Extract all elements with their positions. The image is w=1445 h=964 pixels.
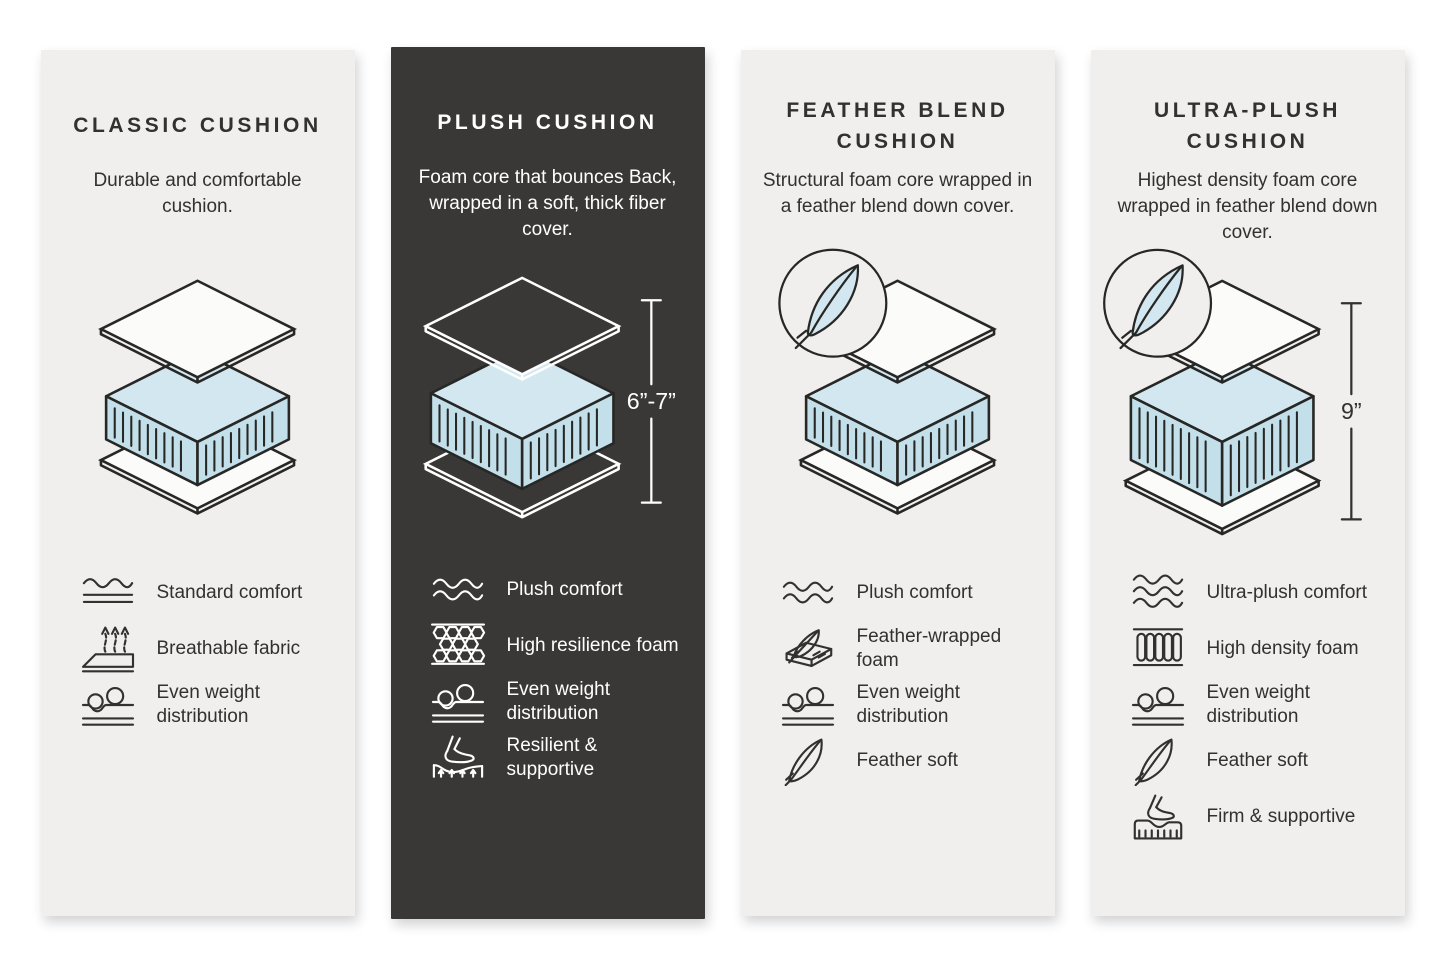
feature-row xyxy=(1129,624,1405,674)
waves-1-icon xyxy=(79,568,137,618)
feature-label: Even weight distribution xyxy=(156,681,261,727)
even-weight-icon xyxy=(1130,680,1186,730)
even-weight-icon xyxy=(1129,680,1187,730)
feather-foam-icon xyxy=(779,624,837,674)
feature-row xyxy=(79,568,355,618)
even-weight-icon xyxy=(429,677,487,727)
card-title: PLUSH CUSHION xyxy=(437,111,658,135)
card-title: ULTRA-PLUSH CUSHION xyxy=(1153,98,1342,153)
card-feather-blend-cushion xyxy=(741,50,1055,916)
feature-label: Standard comfort xyxy=(156,581,303,603)
feature-list xyxy=(779,568,1055,786)
even-weight-icon xyxy=(430,677,486,727)
layered-cushion-graphic xyxy=(68,248,327,548)
feature-row xyxy=(779,680,1055,730)
feature-label: Firm & supportive xyxy=(1206,805,1356,827)
capsule-foam-icon xyxy=(1129,624,1187,674)
even-weight-icon xyxy=(779,680,837,730)
feature-row xyxy=(429,565,705,615)
waves-3-icon xyxy=(1130,568,1186,618)
honeycomb-foam-icon xyxy=(429,621,487,671)
layered-cushion-graphic xyxy=(393,245,703,545)
thickness-measurement: 6”-7” xyxy=(626,388,676,415)
card-title: CLASSIC CUSHION xyxy=(73,114,322,138)
waves-1-icon xyxy=(80,568,136,618)
feature-row xyxy=(1129,792,1405,842)
feature-list xyxy=(1129,568,1405,842)
feature-label: Even weight distribution xyxy=(856,681,961,727)
card-description: Highest density foam core wrapped in feather blend down cover. xyxy=(1117,170,1378,244)
breathable-icon xyxy=(80,624,136,674)
feather-icon xyxy=(780,736,836,786)
card-description: Foam core that bounces Back, wrapped in a soft, thick fiber cover. xyxy=(418,167,677,241)
feature-label: Plush comfort xyxy=(856,581,973,603)
feather-foam-icon xyxy=(780,624,836,674)
even-weight-icon xyxy=(780,680,836,730)
resilient-icon xyxy=(430,733,486,783)
feather-icon xyxy=(779,736,837,786)
feature-label: Even weight distribution xyxy=(1206,681,1311,727)
waves-2-icon xyxy=(780,568,836,618)
card-classic-cushion xyxy=(41,50,355,916)
feature-label: Feather-wrapped foam xyxy=(856,625,1002,671)
feature-list xyxy=(429,565,705,783)
cushion-illustration xyxy=(391,245,705,545)
cushion-illustration xyxy=(741,248,1055,548)
feature-row xyxy=(429,621,705,671)
resilient-icon xyxy=(429,733,487,783)
feature-row xyxy=(779,736,1055,786)
even-weight-icon xyxy=(80,680,136,730)
feature-row xyxy=(429,677,705,727)
layered-cushion-graphic xyxy=(1093,248,1403,548)
feature-label: High density foam xyxy=(1206,637,1359,659)
waves-3-icon xyxy=(1129,568,1187,618)
honeycomb-foam-icon xyxy=(430,621,486,671)
card-ultra-plush-cushion xyxy=(1091,50,1405,916)
card-description: Durable and comfortable cushion. xyxy=(93,170,302,218)
thickness-measurement: 9” xyxy=(1340,398,1362,425)
feature-row xyxy=(779,624,1055,674)
cushion-illustration xyxy=(1091,248,1405,548)
feature-row xyxy=(429,733,705,783)
firm-icon xyxy=(1129,792,1187,842)
waves-2-icon xyxy=(430,565,486,615)
feature-row xyxy=(79,624,355,674)
feature-row xyxy=(1129,736,1405,786)
feature-label: Resilient & supportive xyxy=(506,734,598,780)
feature-label: High resilience foam xyxy=(506,634,679,656)
layered-cushion-graphic xyxy=(768,248,1027,548)
capsule-foam-icon xyxy=(1130,624,1186,674)
feature-label: Feather soft xyxy=(856,749,958,771)
even-weight-icon xyxy=(79,680,137,730)
feature-label: Breathable fabric xyxy=(156,637,301,659)
card-description: Structural foam core wrapped in a feather blend down cover. xyxy=(762,170,1033,218)
feature-label: Even weight distribution xyxy=(506,678,611,724)
feature-row xyxy=(1129,680,1405,730)
feather-icon xyxy=(1130,736,1186,786)
feature-row xyxy=(779,568,1055,618)
waves-2-icon xyxy=(429,565,487,615)
feature-label: Ultra-plush comfort xyxy=(1206,581,1367,603)
feature-list xyxy=(79,568,355,730)
feature-row xyxy=(79,680,355,730)
card-title: FEATHER BLEND CUSHION xyxy=(786,98,1009,153)
cushion-illustration xyxy=(41,248,355,548)
feature-label: Feather soft xyxy=(1206,749,1308,771)
card-plush-cushion xyxy=(391,47,705,919)
firm-icon xyxy=(1130,792,1186,842)
feather-icon xyxy=(1129,736,1187,786)
feature-label: Plush comfort xyxy=(506,578,623,600)
breathable-icon xyxy=(79,624,137,674)
waves-2-icon xyxy=(779,568,837,618)
feature-row xyxy=(1129,568,1405,618)
